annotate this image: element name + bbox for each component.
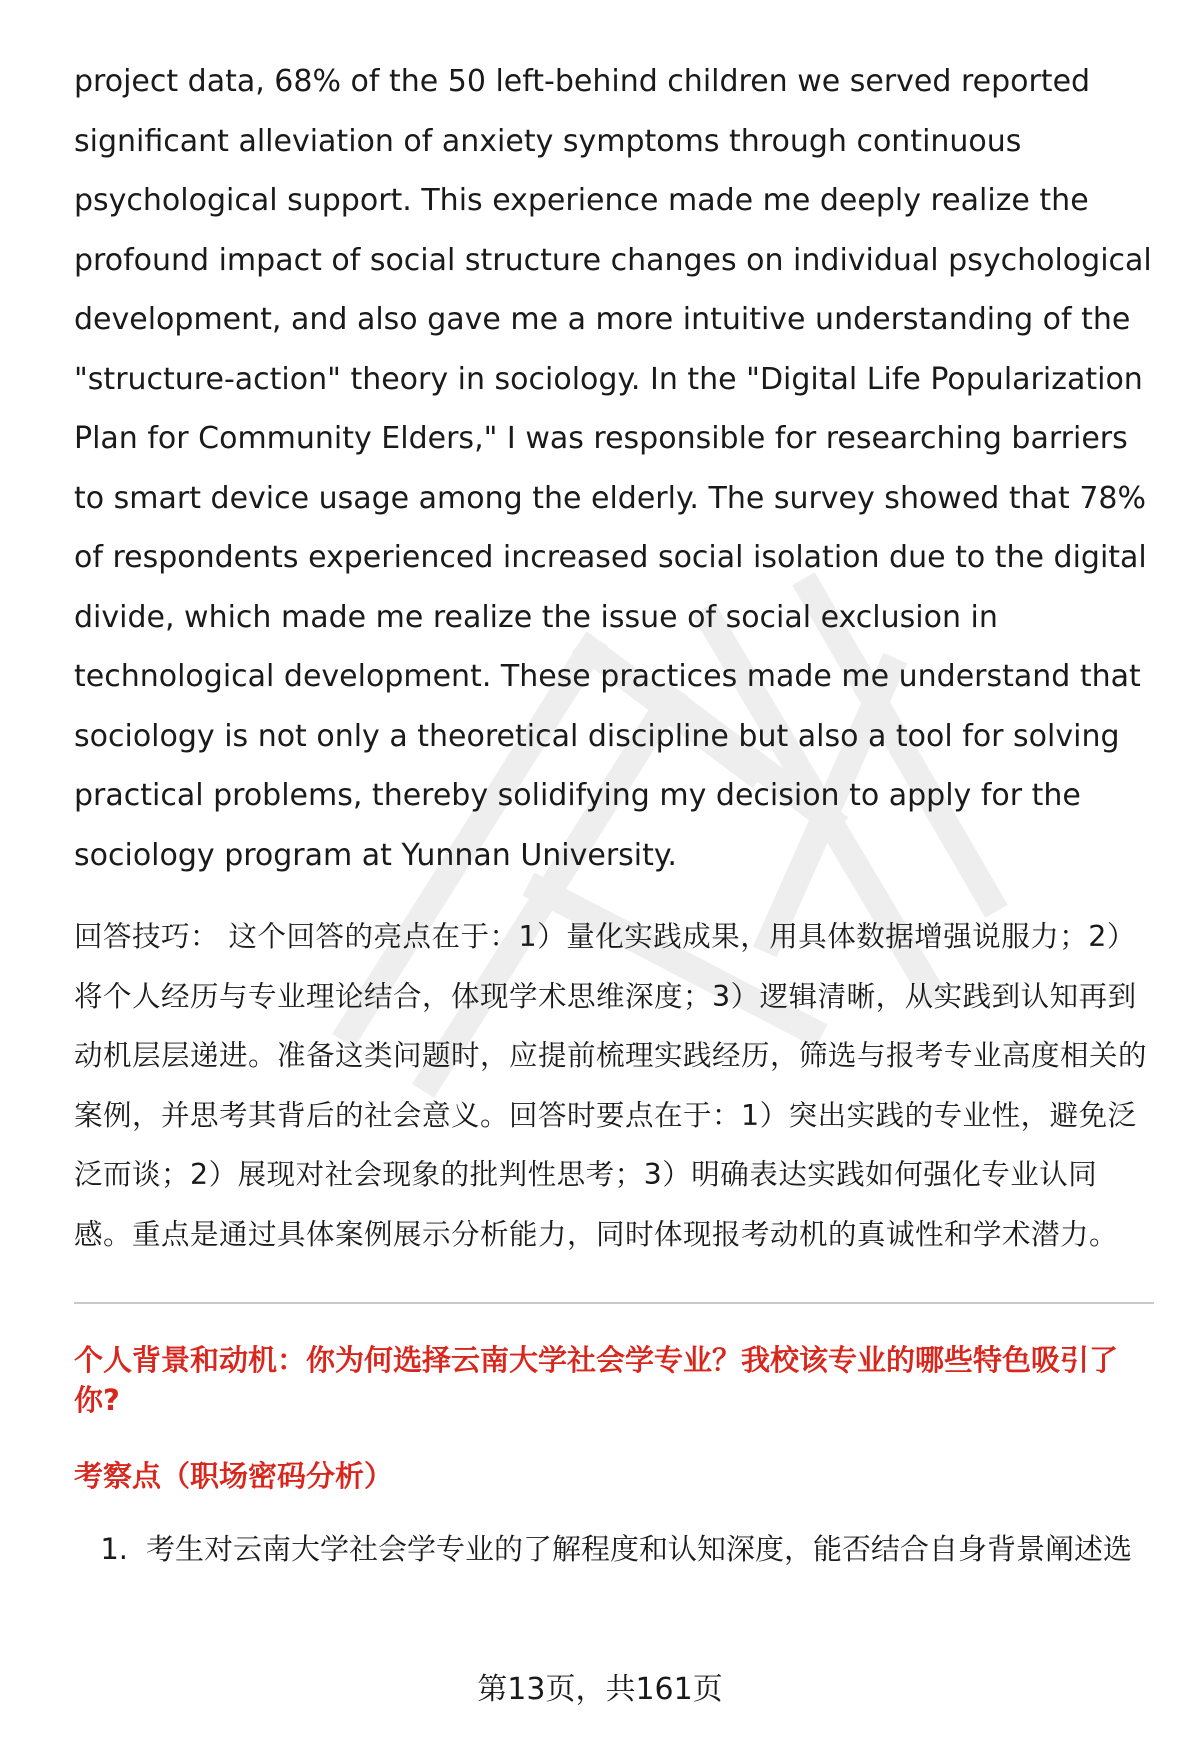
page-number-footer: 第13页，共161页 [477, 1672, 723, 1707]
list-item-number: 1. [100, 1532, 128, 1566]
question-heading: 个人背景和动机：你为何选择云南大学社会学专业？我校该专业的哪些特色吸引了你? [74, 1343, 1119, 1417]
list-item-text: 考生对云南大学社会学专业的了解程度和认知深度，能否结合自身背景阐述选 [146, 1532, 1133, 1566]
answer-paragraph: project data, 68% of the 50 left-behind children we served reported significant alleviation of anxiety symptoms through continuous psychological support. This experience made me deeply realize the profound impact of social structure changes on individual psychological development, and also gave me a more intuitive understanding of the "structure-action" theory in sociology. In the "Digital Life Popularization Plan for Community Elders," I was responsible for researching barriers to smart device usage among the elderly. The survey showed that 78% of respondents experienced increased social isolation due to the digital divide, which made me realize the issue of social exclusion in technological development. These practices made me understand that sociology is not only a theoretical discipline but also a tool for solving practical problems, thereby solidifying my decision to apply for the sociology program at Yunnan University. [74, 64, 1152, 873]
assessment-points-heading: 考察点（职场密码分析） [74, 1459, 394, 1493]
assessment-points-list [74, 1529, 1154, 1569]
section-divider [74, 1302, 1154, 1304]
page-content [74, 52, 1154, 1569]
list-item [74, 1529, 1154, 1569]
answer-tips-paragraph: 回答技巧： 这个回答的亮点在于：1）量化实践成果，用具体数据增强说服力；2）将个人经历与专业理论结合，体现学术思维深度；3）逻辑清晰，从实践到认知再到动机层层递进。准备这类问题时，应提前梳理实践经历，筛选与报考专业高度相关的案例，并思考其背后的社会意义。回答时要点在于：1）突出实践的专业性，避免泛泛而谈；2）展现对社会现象的批判性思考；3）明确表达实践如何强化专业认同感。重点是通过具体案例展示分析能力，同时体现报考动机的真诚性和学术潜力。 [74, 920, 1148, 1251]
